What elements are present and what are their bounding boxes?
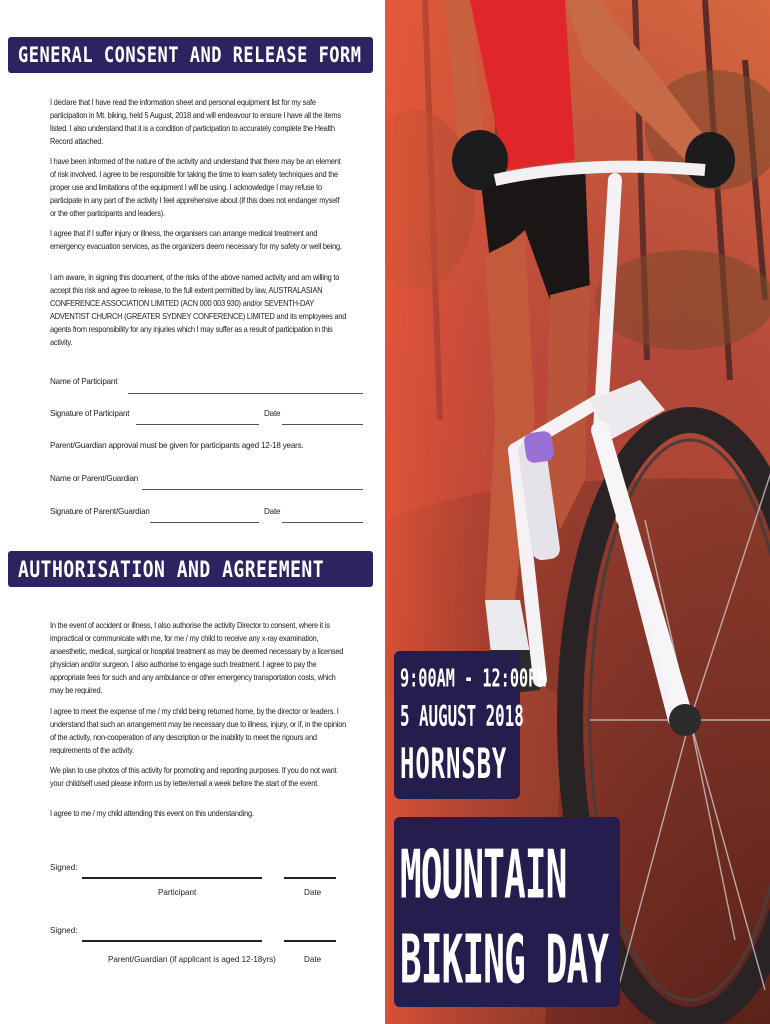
consent-paragraph-1: I declare that I have read the information sheet and personal equipment list for my safe participation in Mt. biking, held 5 August, 2018 and will endeavour to ensure I have all the items listed. I also understand that it is a condition of participation to accurately complete the Health Record attached. xyxy=(50,98,341,146)
authorisation-heading-banner xyxy=(8,551,373,587)
event-title-line-2: BIKING DAY xyxy=(400,920,609,999)
signed-label-2: Signed: xyxy=(50,926,78,935)
participant-name-field[interactable] xyxy=(128,393,363,394)
consent-heading: GENERAL CONSENT AND RELEASE FORM xyxy=(18,43,362,68)
event-location: HORNSBY xyxy=(400,741,508,789)
consent-paragraph-3: I agree that if I suffer injury or illness, the organisers can arrange medical treatment and emergency evacuation services, as the organizers deem necessary for my safety or well being. xyxy=(50,229,342,251)
authorisation-paragraph-3: We plan to use photos of this activity for promoting and reporting purposes. If you do not want your child/self used please inform us by letter/email a week before the start of the event. xyxy=(50,766,337,788)
event-details-box xyxy=(394,651,547,799)
guardian-signature-field[interactable] xyxy=(150,522,259,523)
participant-name-label: Name of Participant xyxy=(50,377,118,386)
participant-date-line[interactable] xyxy=(284,877,336,879)
date-label-2: Date xyxy=(304,955,322,964)
signed-label-1: Signed: xyxy=(50,863,78,872)
participant-signature-field[interactable] xyxy=(136,424,259,425)
participant-signature-label: Signature of Participant xyxy=(50,409,130,418)
guardian-date-label: Date xyxy=(264,507,281,516)
authorisation-paragraph-1: In the event of accident or illness, I also authorise the activity Director to consent, where it is impractical or communicate with me, for me / my child to receive any x-ray examination, anaesthetic, medical, surgical or hospital treatment as may be deemed necessary by a licensed physician and/or surgeon. I also authorise to engage such treatment. I agree to pay the appropriate fees for such and any ambulance or other emergency transportation costs, which may be required. xyxy=(50,621,344,695)
event-title-line-1: MOUNTAIN xyxy=(400,835,567,914)
participant-date-field[interactable] xyxy=(282,424,363,425)
consent-heading-banner xyxy=(8,37,373,73)
participant-signature-line[interactable] xyxy=(82,877,262,879)
consent-paragraph-2: I have been informed of the nature of the activity and understand that there may be an element of risk involved. I agree to be responsible for taking the time to learn safety techniques and the proper use and limitations of the equipment I will be using. I acknowledge I may refuse to participate in any part of the activity I feel apprehensive about (if this does not endanger myself or the other participants and leaders). xyxy=(50,157,341,218)
authorisation-paragraph-4: I agree to me / my child attending this event on this understanding. xyxy=(50,809,254,818)
guardian-signature-line[interactable] xyxy=(82,940,262,942)
authorisation-paragraph-2: I agree to meet the expense of me / my child being returned home, by the director or leaders. I understand that such an arrangement may be necessary due to illness, injury, or if, in the opinion of the activity, non-cooperation of any description or the inability to meet the rigours and requirements of the activity. xyxy=(50,707,347,755)
guardian-name-field[interactable] xyxy=(142,489,363,490)
guardian-name-label: Name or Parent/Guardian xyxy=(50,474,139,483)
guardian-signature-label: Signature of Parent/Guardian xyxy=(50,507,150,516)
consent-paragraph-4: I am aware, in signing this document, of the risks of the above named activity and am willing to accept this risk and agree to release, to the full extent permitted by law, AUSTRALASIAN CONFERENCE ASSOCIATION LIMITED (ACN 000 003 930) and/or SEVENTH-DAY ADVENTIST CHURCH (GREATER SYDNEY CONFERENCE) LIMITED and its employees and agents from responsibility for any injuries which I may suffer as a result of participation in this activity. xyxy=(50,273,347,347)
participant-date-label: Date xyxy=(264,409,281,418)
event-title-box xyxy=(394,817,620,1007)
guardian-date-line[interactable] xyxy=(284,940,336,942)
participant-label: Participant xyxy=(158,888,197,897)
guardian-date-field[interactable] xyxy=(282,522,363,523)
guardian-label: Parent/Guardian (if applicant is aged 12-18yrs) xyxy=(108,955,276,964)
event-time: 9:00AM - 12:00PM xyxy=(400,663,547,693)
event-date: 5 AUGUST 2018 xyxy=(400,701,524,734)
authorisation-heading: AUTHORISATION AND AGREEMENT xyxy=(18,557,325,584)
guardian-approval-note: Parent/Guardian approval must be given for participants aged 12-18 years. xyxy=(50,441,304,450)
date-label-1: Date xyxy=(304,888,322,897)
